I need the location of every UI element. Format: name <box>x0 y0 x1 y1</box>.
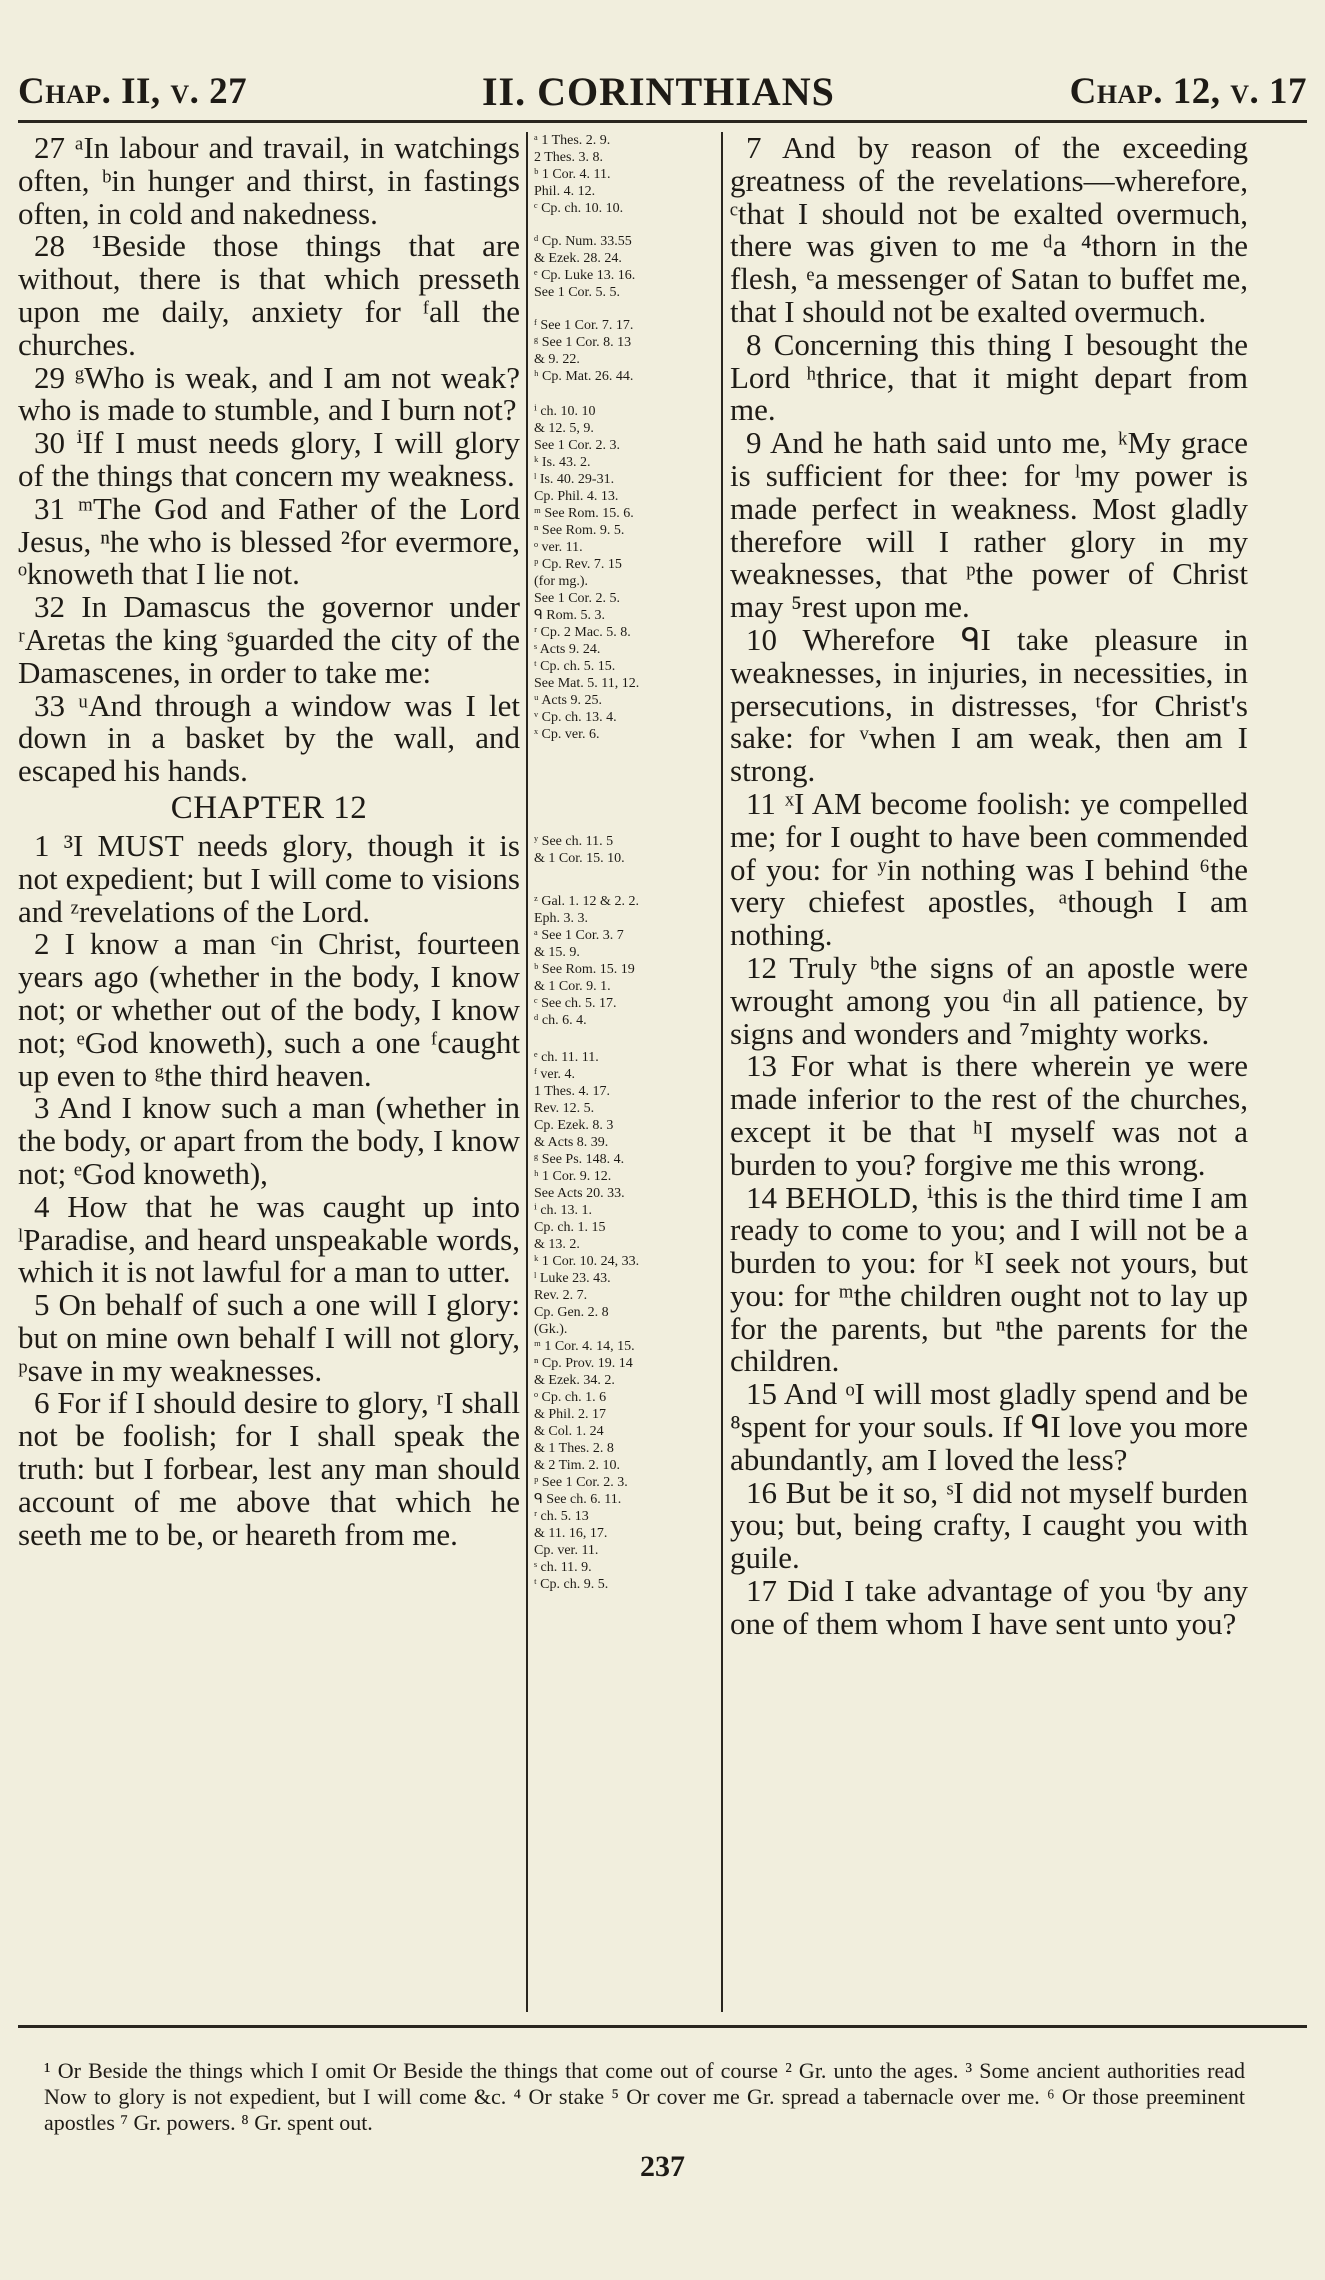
chapter-11-verses <box>18 132 520 788</box>
cross-reference: ᵍ See 1 Cor. 8. 13 <box>534 335 632 350</box>
cross-reference: ˢ Acts 9. 24. <box>534 642 601 657</box>
cross-reference: & 11. 16, 17. <box>534 1526 608 1541</box>
cross-reference: & 2 Tim. 2. 10. <box>534 1458 620 1473</box>
cross-reference: ᵒ Cp. ch. 1. 6 <box>534 1390 607 1405</box>
verse: 32 In Damascus the governor under ʳAretas the king ˢguarded the city of the Damascenes, in order to take me: <box>18 589 520 690</box>
cross-reference: ˡ Is. 40. 29-31. <box>534 472 615 487</box>
cross-reference: ᵛ Cp. ch. 13. 4. <box>534 710 617 725</box>
ref-group-d <box>534 403 706 743</box>
cross-reference: ˢ ch. 11. 9. <box>534 1560 592 1575</box>
ref-group-b <box>534 233 706 301</box>
verse: 30 ⁱIf I must needs glory, I will glory of the things that concern my weakness. <box>18 425 520 493</box>
cross-reference: & 9. 22. <box>534 352 580 367</box>
cross-reference: ᵇ 1 Cor. 4. 11. <box>534 167 611 182</box>
cross-reference: & Acts 8. 39. <box>534 1135 609 1150</box>
cross-reference: ᵏ Is. 43. 2. <box>534 455 591 470</box>
verse: 15 And ᵒI will most gladly spend and be ⁸spent for your souls. If ᑫI love you more abundantly, am I loved the less? <box>730 1376 1248 1477</box>
cross-reference: ᶻ Gal. 1. 12 & 2. 2. <box>534 894 639 909</box>
cross-reference: ᵖ Cp. Rev. 7. 15 <box>534 557 622 572</box>
cross-reference: ᶠ See 1 Cor. 7. 17. <box>534 318 634 333</box>
verse: 17 Did I take advantage of you ᵗby any one of them whom I have sent unto you? <box>730 1573 1248 1641</box>
verse: 27 ᵃIn labour and travail, in watchings often, ᵇin hunger and thirst, in fastings often, in cold and nakedness. <box>18 132 520 231</box>
chapter-12-verses <box>18 827 520 1552</box>
verse: 11 ˣI AM become foolish: ye compelled me; for I ought to have been commended of you: for ʸin nothing was I behind ⁶the very chiefest apostles, ᵃthough I am nothing. <box>730 785 1248 953</box>
cross-reference: ᵈ Cp. Num. 33.55 <box>534 234 632 249</box>
verse: 29 ᵍWho is weak, and I am not weak? who is made to stumble, and I burn not? <box>18 359 520 428</box>
verse: 28 ¹Beside those things that are without, there is that which presseth upon me daily, anxiety for ᶠall the churches. <box>18 228 520 362</box>
verse: 16 But be it so, ˢI did not myself burden you; but, being crafty, I caught you with guile. <box>730 1474 1248 1576</box>
verse: 10 Wherefore ᑫI take pleasure in weaknesses, in injuries, in necessities, in persecutions, in distresses, ᵗfor Christ's sake: for ᵛwhen I am weak, then am I strong. <box>730 621 1248 789</box>
cross-reference: ᵗ Cp. ch. 5. 15. <box>534 659 616 674</box>
cross-reference: & Ezek. 28. 24. <box>534 251 622 266</box>
cross-reference: ⁿ Cp. Prov. 19. 14 <box>534 1356 633 1371</box>
column-divider-left <box>526 132 528 2012</box>
cross-reference: ᵏ 1 Cor. 10. 24, 33. <box>534 1254 640 1269</box>
ref-group-a <box>534 132 706 217</box>
cross-reference: ʳ Cp. 2 Mac. 5. 8. <box>534 625 631 640</box>
cross-reference: ᵒ ver. 11. <box>534 540 583 555</box>
cross-reference: ᵃ 1 Thes. 2. 9. <box>534 133 611 148</box>
cross-reference: ˣ Cp. ver. 6. <box>534 727 600 742</box>
footnote-rule <box>18 2025 1307 2028</box>
cross-reference: ᵖ See 1 Cor. 2. 3. <box>534 1475 628 1490</box>
cross-reference: Cp. Gen. 2. 8 <box>534 1305 609 1320</box>
cross-reference: ⁱ ch. 10. 10 <box>534 404 596 419</box>
cross-reference: & 1 Cor. 15. 10. <box>534 851 625 866</box>
cross-reference: Cp. Phil. 4. 13. <box>534 489 619 504</box>
cross-reference: ᑫ Rom. 5. 3. <box>534 608 606 623</box>
cross-reference: See 1 Cor. 2. 5. <box>534 591 620 606</box>
cross-reference: & Phil. 2. 17 <box>534 1407 606 1422</box>
chapter-heading: CHAPTER 12 <box>170 789 368 826</box>
cross-reference: 2 Thes. 3. 8. <box>534 150 603 165</box>
right-text-column <box>730 132 1248 2012</box>
verse: 14 BEHOLD, ⁱthis is the third time I am ready to come to you; and I will not be a burden to you: for ᵏI seek not yours, but you: for ᵐthe children ought not to lay up for the parents, but ⁿthe parents for the children. <box>730 1179 1248 1379</box>
cross-reference: & 13. 2. <box>534 1237 580 1252</box>
cross-reference: (for mg.). <box>534 574 589 589</box>
cross-reference: & Col. 1. 24 <box>534 1424 604 1439</box>
verse: 9 And he hath said unto me, ᵏMy grace is sufficient for thee: for ˡmy power is made perfect in weakness. Most gladly therefore will I rather glory in my weaknesses, that ᵖthe power of Christ may ⁵rest upon me. <box>730 425 1248 625</box>
verse: 5 On behalf of such a one will I glory: but on mine own behalf I will not glory, ᵖsave in my weaknesses. <box>18 1287 520 1388</box>
cross-reference: Phil. 4. 12. <box>534 184 596 199</box>
cross-reference: Cp. Ezek. 8. 3 <box>534 1118 614 1133</box>
cross-reference: & 1 Cor. 9. 1. <box>534 979 611 994</box>
cross-reference: ⁱ ch. 13. 1. <box>534 1203 593 1218</box>
cross-reference: Cp. ch. 1. 15 <box>534 1220 606 1235</box>
cross-reference: ᶜ See ch. 5. 17. <box>534 996 617 1011</box>
book-title: II. CORINTHIANS <box>481 68 835 114</box>
cross-reference: ᶠ ver. 4. <box>534 1067 576 1082</box>
header-chapter-end: Chap. 12, v. 17 <box>1069 70 1307 112</box>
verse: 13 For what is there wherein ye were made inferior to the rest of the churches, except it be that ʰI myself was not a burden to you? forgive me this wrong. <box>730 1048 1248 1182</box>
cross-reference: ᵉ ch. 11. 11. <box>534 1050 599 1065</box>
footnote-text: ¹ Or Beside the things which I omit Or Beside the things that come out of course ² Gr. unto the ages. ³ Some ancient authorities read Now to glory is not expedient, but I will come &c. ⁴ Or stake ⁵ Or cover me Gr. spread a tabernacle over me. ⁶ Or those preeminent apostles ⁷ Gr. powers. ⁸ Gr. spent out. <box>44 2058 1245 2135</box>
cross-reference: ˡ Luke 23. 43. <box>534 1271 611 1286</box>
ref-group-c <box>534 317 706 385</box>
cross-reference: & 1 Thes. 2. 8 <box>534 1441 614 1456</box>
cross-reference: ᑫ See ch. 6. 11. <box>534 1492 622 1507</box>
ref-group-f <box>534 893 706 1029</box>
cross-reference: ᵗ Cp. ch. 9. 5. <box>534 1577 609 1592</box>
page-number: 237 <box>640 2150 685 2183</box>
cross-reference: See Acts 20. 33. <box>534 1186 625 1201</box>
verse: 4 How that he was caught up into ˡParadise, and heard unspeakable words, which it is not lawful for a man to utter. <box>18 1188 520 1290</box>
cross-reference: ʳ ch. 5. 13 <box>534 1509 589 1524</box>
header-chapter-start: Chap. II, v. 27 <box>18 70 248 112</box>
verse: 7 And by reason of the exceeding greatness of the revelations—wherefore, ᶜthat I should not be exalted overmuch, there was given to me ᵈa ⁴thorn in the flesh, ᵉa messenger of Satan to buffet me, that I should not be exalted overmuch. <box>730 132 1248 329</box>
cross-reference: ᵈ ch. 6. 4. <box>534 1013 587 1028</box>
cross-reference: ʰ Cp. Mat. 26. 44. <box>534 369 634 384</box>
cross-reference: & Ezek. 34. 2. <box>534 1373 615 1388</box>
verse: 33 ᵘAnd through a window was I let down in a basket by the wall, and escaped his hands. <box>18 687 520 789</box>
cross-reference: Rev. 2. 7. <box>534 1288 588 1303</box>
cross-reference: ᵇ See Rom. 15. 19 <box>534 962 635 977</box>
verse: 1 ³I MUST needs glory, though it is not expedient; but I will come to visions and ᶻrevelations of the Lord. <box>18 827 520 929</box>
verse: 2 I know a man ᶜin Christ, fourteen years ago (whether in the body, I know not; or whether out of the body, I know not; ᵉGod knoweth), such a one ᶠcaught up even to ᵍthe third heaven. <box>18 926 520 1093</box>
cross-reference: See 1 Cor. 5. 5. <box>534 285 620 300</box>
verse: 31 ᵐThe God and Father of the Lord Jesus, ⁿhe who is blessed ²for evermore, ᵒknoweth that I lie not. <box>18 490 520 592</box>
cross-reference: Rev. 12. 5. <box>534 1101 595 1116</box>
cross-reference: Cp. ver. 11. <box>534 1543 599 1558</box>
cross-reference: ᵐ See Rom. 15. 6. <box>534 506 634 521</box>
cross-reference: (Gk.). <box>534 1322 568 1337</box>
cross-reference: ᵘ Acts 9. 25. <box>534 693 602 708</box>
ref-group-e <box>534 833 706 867</box>
running-header <box>18 62 1307 123</box>
cross-reference: ⁿ See Rom. 9. 5. <box>534 523 625 538</box>
verse: 3 And I know such a man (whether in the body, or apart from the body, I know not; ᵉGod knoweth), <box>18 1090 520 1191</box>
ref-group-g <box>534 1049 706 1593</box>
cross-reference: ᵍ See Ps. 148. 4. <box>534 1152 625 1167</box>
verse: 8 Concerning this thing I besought the Lord ʰthrice, that it might depart from me. <box>730 326 1248 428</box>
verse: 6 For if I should desire to glory, ʳI shall not be foolish; for I shall speak the truth: but I forbear, lest any man should account of me above that which he seeth me to be, or heareth from me. <box>18 1385 520 1552</box>
cross-reference: ᵃ See 1 Cor. 3. 7 <box>534 928 624 943</box>
margin-references <box>534 132 706 2012</box>
cross-reference: & 15. 9. <box>534 945 580 960</box>
chapter-12-verses-continued <box>730 132 1248 1641</box>
cross-reference: See Mat. 5. 11, 12. <box>534 676 640 691</box>
column-divider-right <box>721 132 723 2012</box>
cross-reference: ᶜ Cp. ch. 10. 10. <box>534 201 624 216</box>
cross-reference: See 1 Cor. 2. 3. <box>534 438 620 453</box>
cross-reference: ᵉ Cp. Luke 13. 16. <box>534 268 636 283</box>
footnotes <box>44 2058 1245 2136</box>
cross-reference: ʸ See ch. 11. 5 <box>534 834 614 849</box>
left-text-column <box>18 132 520 2012</box>
cross-reference: & 12. 5, 9. <box>534 421 594 436</box>
cross-reference: 1 Thes. 4. 17. <box>534 1084 610 1099</box>
cross-reference: Eph. 3. 3. <box>534 911 589 926</box>
cross-reference: ʰ 1 Cor. 9. 12. <box>534 1169 612 1184</box>
verse: 12 Truly ᵇthe signs of an apostle were wrought among you ᵈin all patience, by signs and wonders and ⁷mighty works. <box>730 949 1248 1051</box>
cross-reference: ᵐ 1 Cor. 4. 14, 15. <box>534 1339 635 1354</box>
